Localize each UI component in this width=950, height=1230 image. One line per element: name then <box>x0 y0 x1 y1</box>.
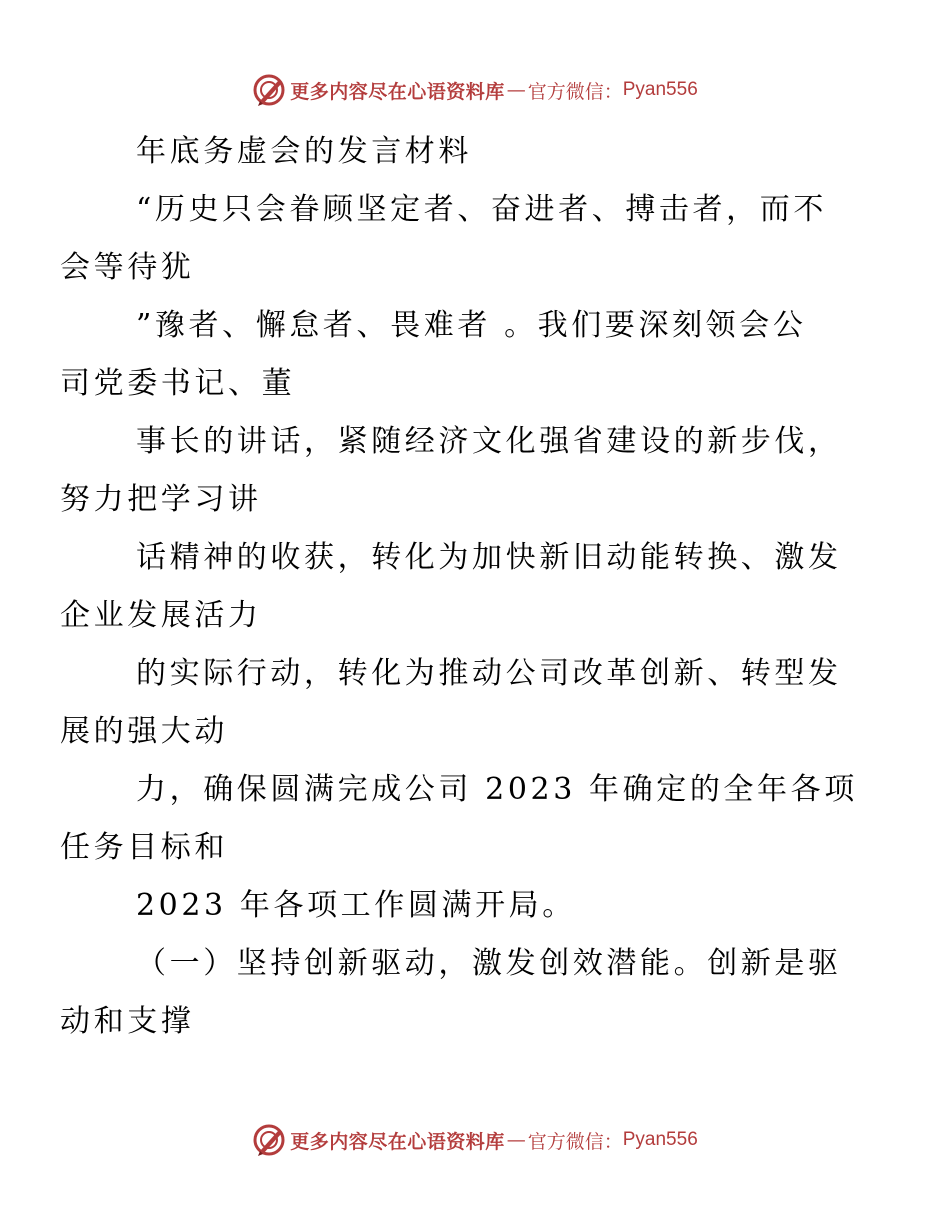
paragraph-line: 企业发展活力 <box>60 598 262 633</box>
footer-watermark <box>0 1120 950 1160</box>
paragraph-title <box>98 123 853 181</box>
pen-logo-icon <box>252 1123 286 1157</box>
paragraph-line: 力，确保圆满完成公司 2023 年确定的全年各项 <box>136 772 858 807</box>
paragraph-line: 会等待犹 <box>60 250 195 285</box>
paragraph <box>60 413 853 529</box>
paragraph-line: 展的强大动 <box>60 714 228 749</box>
paragraph-line: 动和支撑 <box>60 1004 195 1039</box>
paragraph <box>60 297 853 413</box>
paragraph <box>98 877 853 935</box>
header-watermark <box>0 70 950 110</box>
paragraph-line: 的实际行动，转化为推动公司改革创新、转型发 <box>136 656 842 691</box>
paragraph-line: 任务目标和 <box>60 830 228 865</box>
paragraph-line: ”豫者、懈怠者、畏难者 。我们要深刻领会公 <box>136 308 807 343</box>
watermark-dash: — <box>506 1129 526 1151</box>
watermark-wechat-label: 官方微信： <box>527 1130 623 1153</box>
watermark-brand: 更多内容尽在心语资料库 <box>290 80 505 103</box>
watermark-dash: — <box>506 79 526 101</box>
paragraph <box>60 645 853 761</box>
pen-logo-icon <box>252 73 286 107</box>
paragraph-line: 事长的讲话，紧随经济文化强省建设的新步伐， <box>136 424 842 459</box>
watermark-wechat-label: 官方微信： <box>527 80 623 103</box>
paragraph-line: 2023 年各项工作圆满开局。 <box>136 888 576 923</box>
paragraph-section-heading <box>60 935 853 1051</box>
paragraph-line: 话精神的收获，转化为加快新旧动能转换、激发 <box>136 540 842 575</box>
watermark-brand: 更多内容尽在心语资料库 <box>290 1130 505 1153</box>
paragraph <box>60 529 853 645</box>
paragraph-line: 努力把学习讲 <box>60 482 262 517</box>
paragraph-line: “历史只会眷顾坚定者、奋进者、搏击者，而不 <box>136 192 827 227</box>
watermark-wechat-id: Pyan556 <box>622 1129 698 1150</box>
paragraph-line: （一）坚持创新驱动，激发创效潜能。创新是驱 <box>136 946 842 981</box>
paragraph-line: 司党委书记、董 <box>60 366 296 401</box>
paragraph <box>60 761 858 877</box>
paragraph-line: 年底务虚会的发言材料 <box>136 134 472 169</box>
document-body <box>60 123 858 1051</box>
paragraph <box>60 181 853 297</box>
watermark-wechat-id: Pyan556 <box>622 79 698 100</box>
